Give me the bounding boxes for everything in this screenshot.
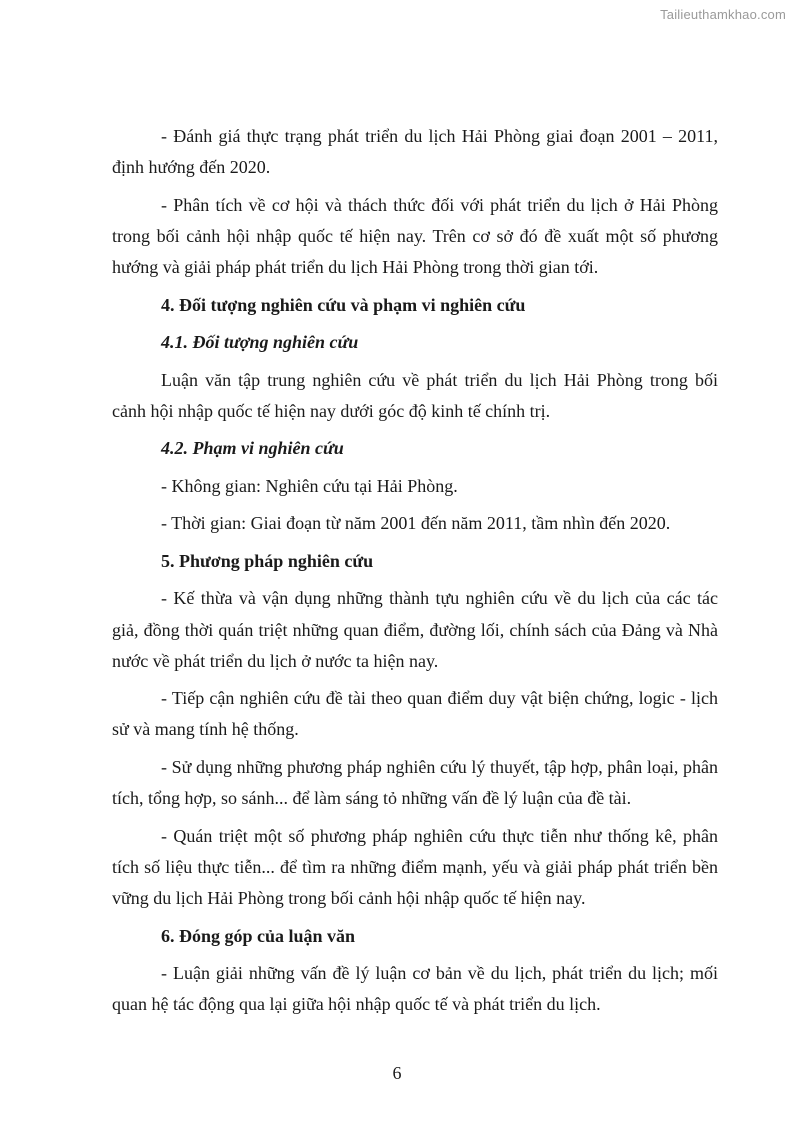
- subsection-heading-4-2: 4.2. Phạm vi nghiên cứu: [161, 438, 344, 459]
- paragraph-opportunities: - Phân tích về cơ hội và thách thức đối với phát triển du lịch ở Hải Phòng trong bối cảnh hội nhập quốc tế hiện nay. Trên cơ sở đó đề xuất một số phương hướng và giải pháp phát triển du lịch Hải Phòng trong thời gian tới.: [112, 194, 718, 278]
- paragraph-contribution: - Luận giải những vấn đề lý luận cơ bản về du lịch, phát triển du lịch; mối quan hệ tác động qua lại giữa hội nhập quốc tế và phát triển du lịch.: [112, 963, 718, 1015]
- page-number: 6: [392, 1063, 402, 1083]
- paragraph-assessment: - Đánh giá thực trạng phát triển du lịch Hải Phòng giai đoạn 2001 – 2011, định hướng đến 2020.: [112, 126, 718, 178]
- paragraph-method-practice: - Quán triệt một số phương pháp nghiên cứu thực tiễn như thống kê, phân tích số liệu thực tiễn... để tìm ra những điểm mạnh, yếu và giải pháp phát triển bền vững du lịch Hải Phòng trong bối cảnh hội nhập quốc tế hiện nay.: [112, 825, 718, 909]
- section-heading-5: 5. Phương pháp nghiên cứu: [161, 550, 374, 571]
- section-heading-6: 6. Đóng góp của luận văn: [161, 925, 356, 946]
- paragraph-method-approach: - Tiếp cận nghiên cứu đề tài theo quan điểm duy vật biện chứng, logic - lịch sử và mang tính hệ thống.: [112, 688, 718, 740]
- watermark-text: Tailieuthamkhao.com: [660, 7, 786, 22]
- section-heading-4: 4. Đối tượng nghiên cứu và phạm vi nghiên cứu: [161, 294, 526, 315]
- paragraph-space-scope: - Không gian: Nghiên cứu tại Hải Phòng.: [161, 475, 458, 496]
- paragraph-method-inherit: - Kế thừa và vận dụng những thành tựu nghiên cứu về du lịch của các tác giả, đồng thời quán triệt những quan điểm, đường lối, chính sách của Đảng và Nhà nước về phát triển du lịch ở nước ta hiện nay.: [112, 588, 718, 671]
- subsection-heading-4-1: 4.1. Đối tượng nghiên cứu: [161, 332, 359, 353]
- paragraph-research-object: Luận văn tập trung nghiên cứu về phát triển du lịch Hải Phòng trong bối cảnh hội nhập quốc tế hiện nay dưới góc độ kinh tế chính trị.: [112, 369, 718, 421]
- paragraph-time-scope: - Thời gian: Giai đoạn từ năm 2001 đến năm 2011, tầm nhìn đến 2020.: [161, 513, 671, 534]
- document-body: [112, 121, 718, 1027]
- paragraph-method-theory: - Sử dụng những phương pháp nghiên cứu lý thuyết, tập hợp, phân loại, phân tích, tổng hợp, so sánh... để làm sáng tỏ những vấn đề lý luận của đề tài.: [112, 756, 718, 809]
